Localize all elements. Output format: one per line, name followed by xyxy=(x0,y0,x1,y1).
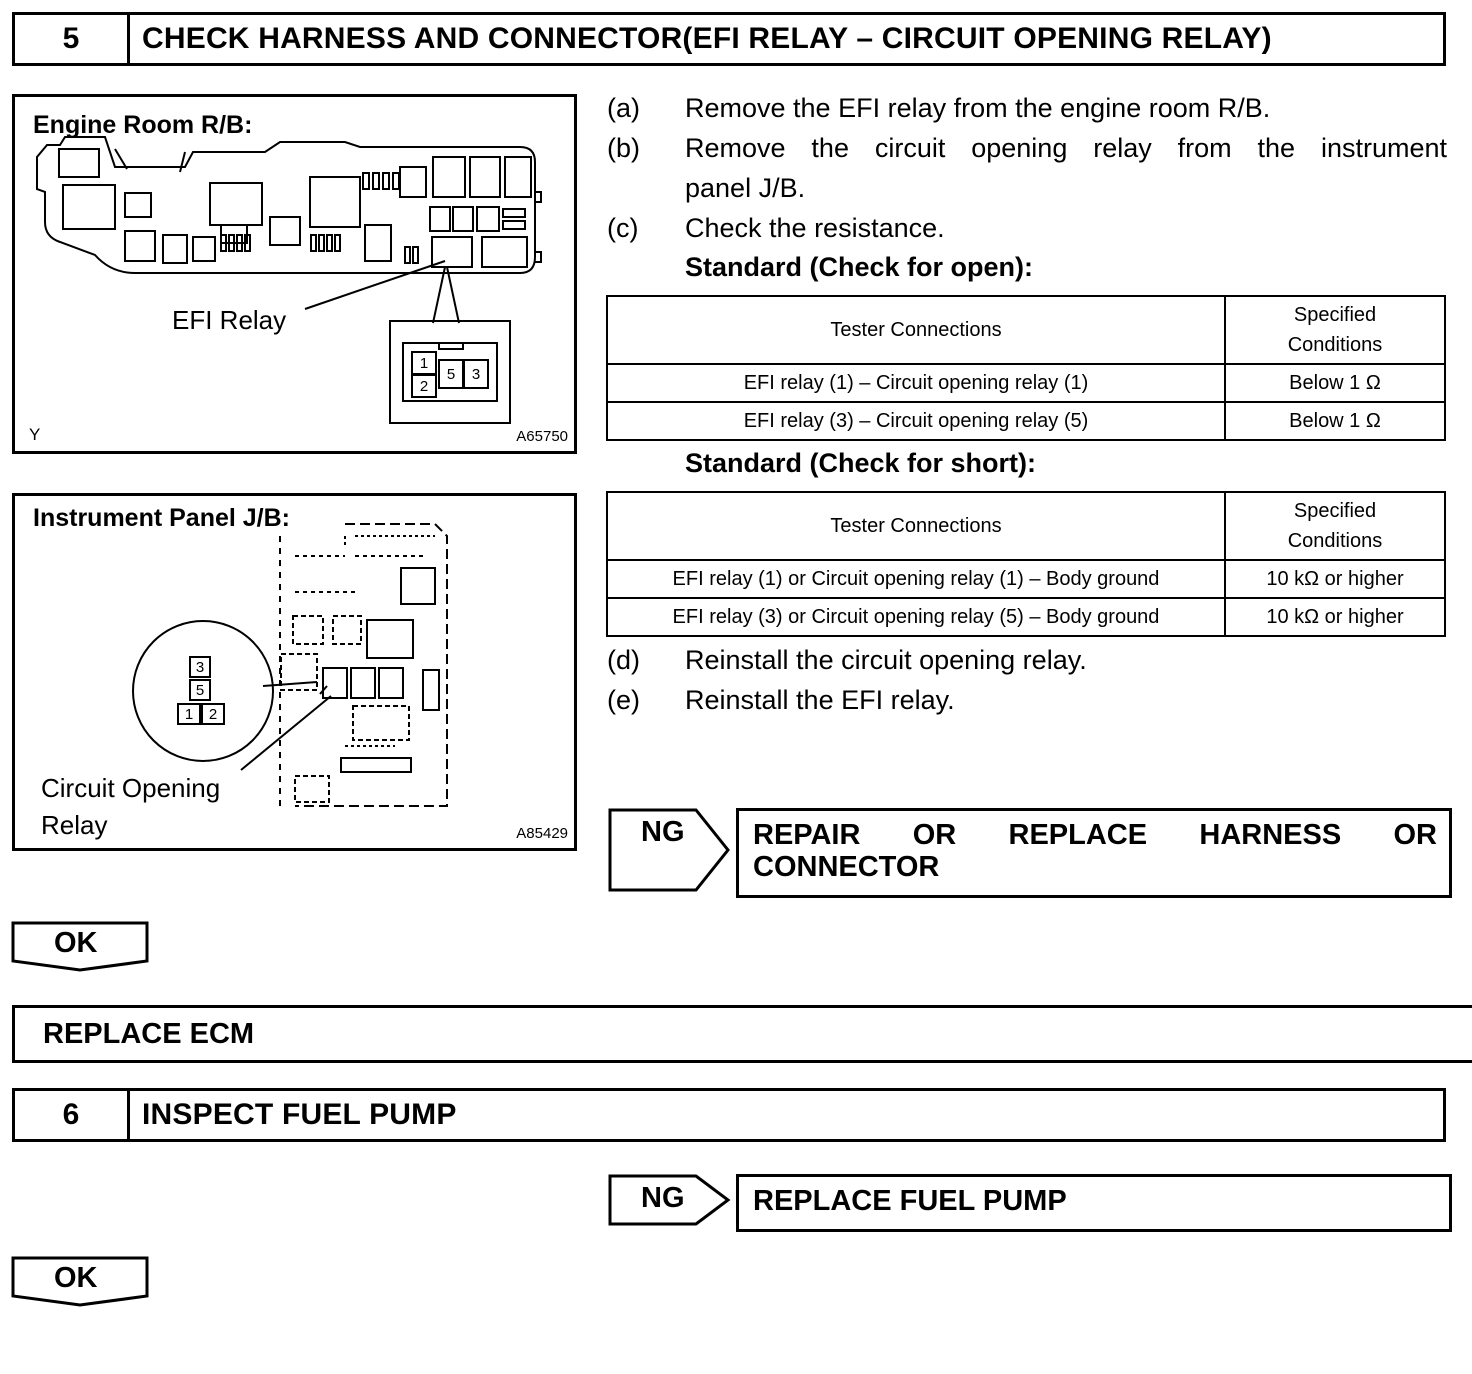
ng-result-line-2: CONNECTOR xyxy=(753,851,940,883)
ng-arrow-box xyxy=(608,808,732,892)
header-specified: Specified xyxy=(1293,304,1377,326)
ng-label: NG xyxy=(641,1182,685,1214)
callout-line-1: Circuit Opening xyxy=(41,773,221,803)
instruction-a xyxy=(607,88,1447,128)
instruction-letter: (a) xyxy=(607,93,640,123)
instruction-text: Remove the EFI relay from the engine room R/B. xyxy=(685,93,1271,123)
step-5-header xyxy=(12,12,1446,66)
corner-mark: Y xyxy=(29,425,41,444)
table-row xyxy=(607,598,1445,636)
step-number: 5 xyxy=(15,15,130,63)
standard-open-table xyxy=(606,295,1446,441)
table-row xyxy=(607,364,1445,402)
relay-pin-5: 5 xyxy=(189,679,211,701)
ng-result-word: HARNESS xyxy=(1199,819,1342,851)
instruction-letter: (b) xyxy=(607,133,640,163)
specified-condition: Below 1 Ω xyxy=(1225,364,1445,402)
standard-short-table xyxy=(606,491,1446,637)
figure-title: Engine Room R/B: xyxy=(33,111,253,139)
callout-line-2: Relay xyxy=(41,810,108,840)
instruction-c xyxy=(607,208,1447,248)
header-specified-conditions xyxy=(1225,492,1445,560)
ng-result-line-1 xyxy=(753,819,1437,851)
table-row xyxy=(607,560,1445,598)
header-tester-connections: Tester Connections xyxy=(607,492,1225,560)
engine-room-rb-figure xyxy=(12,94,577,454)
relay-pin-1: 1 xyxy=(411,351,437,375)
step-number: 6 xyxy=(15,1091,130,1139)
relay-pin-2: 2 xyxy=(411,374,437,398)
ng-result-repair-harness xyxy=(736,808,1452,898)
specified-condition: Below 1 Ω xyxy=(1225,402,1445,440)
instruction-text: Check the resistance. xyxy=(685,213,945,243)
standard-short-label: Standard (Check for short): xyxy=(685,448,1037,478)
table-header-row xyxy=(607,492,1445,560)
relay-pin-2: 2 xyxy=(201,703,225,725)
figure-code: A85429 xyxy=(516,825,568,842)
instruction-text: Remove the circuit opening relay from the instrument xyxy=(685,133,1447,163)
instruction-text: Reinstall the EFI relay. xyxy=(685,685,955,715)
engine-room-rb-diagram xyxy=(15,97,574,451)
ok-arrow-box xyxy=(11,921,151,973)
step-title: INSPECT FUEL PUMP xyxy=(142,1098,457,1131)
ok-label: OK xyxy=(54,1262,98,1294)
table-header-row xyxy=(607,296,1445,364)
ng-result-word: REPAIR xyxy=(753,819,861,851)
instruction-d xyxy=(607,640,1447,680)
instruction-b xyxy=(607,128,1447,208)
ng-result-word: OR xyxy=(912,819,957,851)
header-conditions: Conditions xyxy=(1287,530,1383,552)
header-specified: Specified xyxy=(1293,500,1377,522)
instruction-text: Reinstall the circuit opening relay. xyxy=(685,645,1087,675)
tester-connection: EFI relay (3) – Circuit opening relay (5) xyxy=(607,402,1225,440)
ng-result-word: REPLACE xyxy=(1008,819,1148,851)
ng-result-replace-fuel-pump xyxy=(736,1174,1452,1232)
header-conditions: Conditions xyxy=(1287,334,1383,356)
replace-ecm-bar: REPLACE ECM xyxy=(12,1005,1472,1063)
instruction-letter: (c) xyxy=(607,213,639,243)
figure-code: A65750 xyxy=(516,428,568,445)
ng-result-text: REPLACE FUEL PUMP xyxy=(753,1185,1067,1217)
table-row xyxy=(607,402,1445,440)
instruction-e xyxy=(607,680,1447,720)
figure-title: Instrument Panel J/B: xyxy=(33,504,290,532)
ng-arrow-box xyxy=(608,1174,732,1226)
instrument-panel-jb-figure xyxy=(12,493,577,851)
ok-label: OK xyxy=(54,927,98,959)
instruction-letter: (d) xyxy=(607,645,640,675)
ng-result-word: OR xyxy=(1393,819,1437,851)
instruction-letter: (e) xyxy=(607,685,640,715)
tester-connection: EFI relay (3) or Circuit opening relay (5) – Body ground xyxy=(607,598,1225,636)
instruction-text-continued: panel J/B. xyxy=(685,173,806,203)
relay-pin-5: 5 xyxy=(438,359,464,389)
header-specified-conditions xyxy=(1225,296,1445,364)
relay-pin-1: 1 xyxy=(177,703,201,725)
step-6-header xyxy=(12,1088,1446,1142)
efi-relay-callout: EFI Relay xyxy=(172,305,287,335)
tester-connection: EFI relay (1) – Circuit opening relay (1) xyxy=(607,364,1225,402)
step-title: CHECK HARNESS AND CONNECTOR(EFI RELAY – CIRCUIT OPENING RELAY) xyxy=(142,22,1272,55)
relay-pin-3: 3 xyxy=(463,359,489,389)
specified-condition: 10 kΩ or higher xyxy=(1225,598,1445,636)
relay-pin-3: 3 xyxy=(189,656,211,678)
ok-arrow-box xyxy=(11,1256,151,1308)
header-tester-connections: Tester Connections xyxy=(607,296,1225,364)
ng-label: NG xyxy=(641,816,685,848)
standard-open-label: Standard (Check for open): xyxy=(685,252,1034,282)
circuit-opening-relay-callout xyxy=(41,770,220,844)
tester-connection: EFI relay (1) or Circuit opening relay (1) – Body ground xyxy=(607,560,1225,598)
specified-condition: 10 kΩ or higher xyxy=(1225,560,1445,598)
